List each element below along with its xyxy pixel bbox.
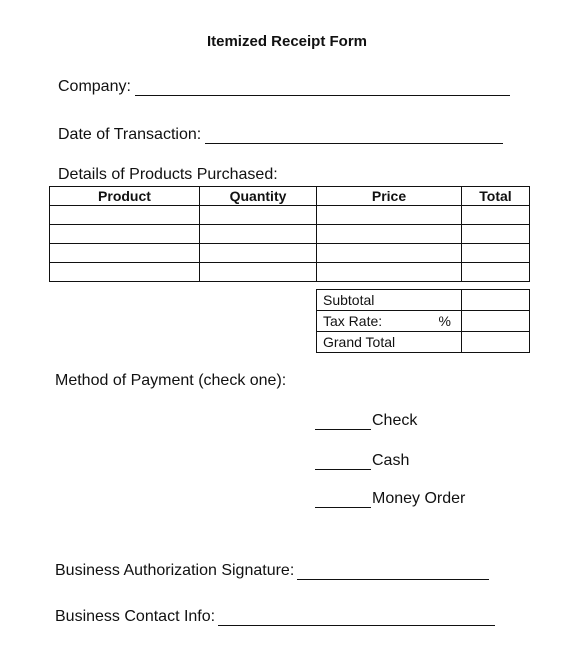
products-table xyxy=(49,186,530,282)
details-label: Details of Products Purchased: xyxy=(58,166,278,183)
payment-option-check[interactable] xyxy=(315,412,417,430)
tax-value-cell[interactable] xyxy=(462,311,530,332)
subtotal-label: Subtotal xyxy=(317,290,462,311)
payment-option-label: Check xyxy=(372,412,418,429)
cell-total[interactable] xyxy=(462,225,530,244)
cell-quantity[interactable] xyxy=(200,206,317,225)
header-quantity: Quantity xyxy=(200,187,317,206)
table-row xyxy=(50,206,530,225)
cell-product[interactable] xyxy=(50,206,200,225)
tax-row xyxy=(317,311,530,332)
cell-quantity[interactable] xyxy=(200,225,317,244)
header-price: Price xyxy=(317,187,462,206)
header-product: Product xyxy=(50,187,200,206)
cash-blank-line[interactable] xyxy=(315,455,371,470)
header-total: Total xyxy=(462,187,530,206)
grand-total-value-cell[interactable] xyxy=(462,332,530,353)
date-field[interactable] xyxy=(58,126,503,144)
tax-label-cell xyxy=(317,311,462,332)
cell-product[interactable] xyxy=(50,263,200,282)
grand-total-label: Grand Total xyxy=(317,332,462,353)
table-row xyxy=(50,244,530,263)
products-header-row xyxy=(50,187,530,206)
payment-method-title: Method of Payment (check one): xyxy=(55,372,287,389)
table-row xyxy=(50,263,530,282)
summary-table xyxy=(316,289,530,353)
company-label: Company: xyxy=(58,78,131,95)
company-input-line[interactable] xyxy=(135,81,510,96)
cell-total[interactable] xyxy=(462,244,530,263)
date-input-line[interactable] xyxy=(205,129,503,144)
money-order-blank-line[interactable] xyxy=(315,493,371,508)
company-field[interactable] xyxy=(58,78,510,96)
tax-label: Tax Rate: xyxy=(323,313,383,329)
signature-field[interactable] xyxy=(55,562,489,580)
signature-label: Business Authorization Signature: xyxy=(55,562,295,579)
subtotal-row xyxy=(317,290,530,311)
payment-option-label: Money Order xyxy=(372,490,466,507)
contact-field[interactable] xyxy=(55,608,495,626)
cell-total[interactable] xyxy=(462,206,530,225)
cell-price[interactable] xyxy=(317,263,462,282)
payment-option-label: Cash xyxy=(372,452,410,469)
payment-option-cash[interactable] xyxy=(315,452,409,470)
form-title: Itemized Receipt Form xyxy=(206,33,368,50)
cell-price[interactable] xyxy=(317,225,462,244)
cell-price[interactable] xyxy=(317,244,462,263)
check-blank-line[interactable] xyxy=(315,415,371,430)
cell-price[interactable] xyxy=(317,206,462,225)
payment-option-money-order[interactable] xyxy=(315,490,465,508)
date-label: Date of Transaction: xyxy=(58,126,202,143)
subtotal-value-cell[interactable] xyxy=(462,290,530,311)
cell-total[interactable] xyxy=(462,263,530,282)
grand-total-row xyxy=(317,332,530,353)
contact-label: Business Contact Info: xyxy=(55,608,216,625)
cell-quantity[interactable] xyxy=(200,244,317,263)
contact-input-line[interactable] xyxy=(218,611,495,626)
cell-product[interactable] xyxy=(50,225,200,244)
cell-product[interactable] xyxy=(50,244,200,263)
cell-quantity[interactable] xyxy=(200,263,317,282)
signature-input-line[interactable] xyxy=(297,565,489,580)
table-row xyxy=(50,225,530,244)
tax-percent-symbol: % xyxy=(438,313,451,329)
